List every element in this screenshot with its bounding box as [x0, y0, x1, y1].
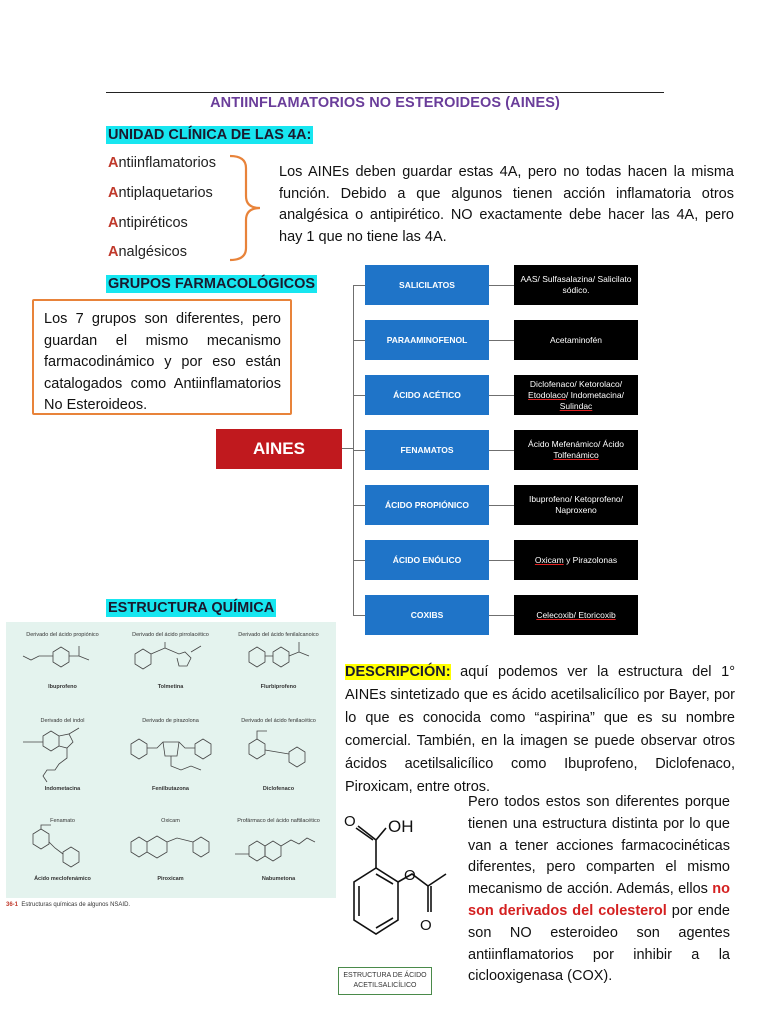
aspirin-oh-label: OH: [388, 817, 414, 836]
comparison-paragraph: [468, 792, 730, 988]
drug-node: [514, 430, 638, 470]
chem-cell-name: Tolmetina: [157, 684, 184, 690]
chem-cell-name: Ibuprofeno: [48, 684, 77, 690]
quad-item: [108, 155, 216, 171]
meclofenamic-acid-structure: [13, 824, 113, 874]
tree-link: [489, 340, 514, 341]
group-node: ÁCIDO ENÓLICO: [365, 540, 489, 580]
chem-cell-title: Derivado de pirazolona: [142, 718, 199, 724]
aspirin-structure: [340, 812, 460, 964]
tolmetin-structure: [121, 638, 221, 682]
chem-cell-name: Diclofenaco: [262, 786, 295, 792]
piroxicam-structure: [121, 824, 221, 874]
curly-brace: [226, 152, 266, 264]
descripcion-paragraph: [345, 661, 735, 799]
tree-branch: [353, 285, 365, 286]
chem-cell-title: Profármaco del ácido naftilacético: [237, 818, 320, 824]
tree-branch: [353, 505, 365, 506]
ibuprofen-structure: [13, 638, 113, 682]
quad-rest: ntiinflamatorios: [118, 155, 216, 171]
figure-caption-text: Estructuras químicas de algunos NSAID.: [21, 902, 131, 908]
grupos-note-box: Los 7 grupos son diferentes, pero guardan el mismo mecanismo farmacodinámico y por eso están catalogados como Antiinflamatorios No Esteroideos.: [32, 299, 292, 415]
group-node: SALICILATOS: [365, 265, 489, 305]
descripcion-text: aquí podemos ver la estructura del 1° AINEs sintetizado que es ácido acetilsalicílico por Bayer, por lo que es conocida como “aspirina” que es su nombre comercial. También, en la imagen se puede observar otros ácidos acetilsalicílico como Ibuprofeno, Diclofenaco, Piroxicam, entre otros.: [345, 664, 735, 795]
svg-text:O: O: [404, 867, 416, 884]
tree-branch: [353, 395, 365, 396]
unidad-description: Los AINEs deben guardar estas 4A, pero no todas hacen la misma función. Debido a que algunos tienen acción inflamatoria otros analgésica o antipirético. NO exactamente debe hacer las 4A, pero hay 1 que no tiene las 4A.: [279, 164, 734, 245]
grupos-heading: [106, 275, 317, 293]
quad-initial: A: [108, 185, 119, 201]
page-title: ANTIINFLAMATORIOS NO ESTEROIDEOS (AINES): [210, 95, 560, 111]
indomethacin-structure: [13, 724, 113, 784]
drug-node: [514, 375, 638, 415]
nabumetone-structure: [229, 824, 329, 874]
tree-branch: [353, 615, 365, 616]
chem-cell-title: Fenamato: [50, 818, 75, 824]
drug-text-flagged: Tolfenámico: [553, 450, 599, 460]
chem-cell: [226, 718, 331, 792]
quad-initial: A: [108, 215, 119, 231]
tree-link: [489, 395, 514, 396]
quad-rest: ntiplaquetarios: [118, 185, 213, 201]
drug-text: Diclofenaco/ Ketorolaco/: [529, 378, 623, 389]
chem-cell: [226, 818, 331, 882]
chem-cell-title: Derivado del ácido fenilacético: [241, 718, 316, 724]
drug-text: Acetaminofén: [550, 334, 602, 345]
drug-text: AAS/ Sulfasalazina/ Salicilato sódico.: [520, 274, 632, 295]
chem-cell: [118, 818, 223, 882]
drug-node: [514, 540, 638, 580]
drug-list: [518, 274, 634, 296]
quad-initial: A: [108, 155, 119, 171]
tree-branch: [353, 450, 365, 451]
unidad-heading-text: UNIDAD CLÍNICA DE LAS 4A:: [108, 127, 312, 143]
group-node: COXIBS: [365, 595, 489, 635]
chem-cell-title: Derivado del ácido fenilalcanoico: [238, 632, 319, 638]
phenylbutazone-structure: [121, 724, 221, 784]
figure-caption: [6, 902, 130, 908]
drug-text: / Indometacina/: [565, 389, 624, 400]
estructura-heading-text: ESTRUCTURA QUÍMICA: [108, 600, 275, 616]
comparison-emphasis: no son derivados del colesterol: [468, 881, 730, 919]
flurbiprofen-structure: [229, 638, 329, 682]
chem-cell: [10, 818, 115, 882]
drug-list: [518, 379, 634, 412]
group-node: PARAAMINOFENOL: [365, 320, 489, 360]
tree-link: [489, 560, 514, 561]
diclofenac-structure: [229, 724, 329, 784]
tree-link: [489, 505, 514, 506]
drug-list: [536, 610, 615, 621]
chem-cell-name: Ácido meclofenámico: [34, 876, 91, 882]
quad-item: [108, 215, 188, 231]
chem-cell-name: Fenilbutazona: [152, 786, 189, 792]
chem-cell: [10, 718, 115, 792]
chem-cell-title: Derivado del ácido propiónico: [26, 632, 99, 638]
drug-node: [514, 485, 638, 525]
quad-rest: nalgésicos: [118, 244, 187, 260]
chem-cell: [118, 632, 223, 690]
tree-branch: [353, 560, 365, 561]
drug-list: [550, 335, 602, 346]
tree-link: [489, 615, 514, 616]
comparison-text-end: por ende son NO esteroideo son agentes antiinflamatorios por inhibir a la ciclooxigenasa (COX).: [468, 902, 730, 985]
tree-link: [489, 285, 514, 286]
group-node: ÁCIDO PROPIÓNICO: [365, 485, 489, 525]
unidad-heading: [106, 126, 313, 144]
figure-number: 36-1: [6, 902, 19, 908]
title-rule: [106, 92, 664, 93]
group-node: ÁCIDO ACÉTICO: [365, 375, 489, 415]
drug-node: [514, 265, 638, 305]
comparison-text: Pero todos estos son diferentes porque tienen una estructura distinta por lo que van a tener acciones farmacocinéticas diferentes, pero comparten el mismo mecanismo de acción. Además, ellos: [468, 794, 730, 898]
chem-cell-name: Piroxicam: [157, 876, 184, 882]
chem-cell-title: Derivado del indol: [40, 718, 85, 724]
drug-text: y Pirazolonas: [563, 554, 618, 565]
drug-text-flagged: Etodolaco: [528, 389, 566, 400]
chemical-structures-figure: [6, 622, 336, 898]
drug-list: [518, 494, 634, 516]
chem-cell-name: Indometacina: [44, 786, 81, 792]
drug-text: Ácido Mefenámico/ Ácido: [528, 439, 624, 449]
quad-item: [108, 244, 187, 260]
tree-branch: [353, 340, 365, 341]
chem-cell-name: Nabumetona: [261, 876, 296, 882]
tree-link: [489, 450, 514, 451]
chem-cell-title: Derivado del ácido pirrolacético: [132, 632, 209, 638]
drug-text-flagged: Sulindac: [559, 400, 593, 411]
quad-item: [108, 185, 213, 201]
chem-cell: [226, 632, 331, 690]
estructura-heading: [106, 599, 276, 617]
drug-node: [514, 320, 638, 360]
descripcion-label: DESCRIPCIÓN:: [345, 664, 451, 680]
chem-cell-title: Oxicam: [161, 818, 180, 824]
chem-cell: [10, 632, 115, 690]
aspirin-structure-label: ESTRUCTURA DE ÁCIDO ACETILSALICÍLICO: [338, 967, 432, 995]
drug-node: [514, 595, 638, 635]
chem-cell-name: Flurbiprofeno: [260, 684, 297, 690]
drug-text: Ibuprofeno/ Ketoprofeno/ Naproxeno: [528, 494, 624, 515]
quad-rest: ntipiréticos: [118, 215, 188, 231]
drug-list: [518, 439, 634, 461]
quad-initial: A: [108, 244, 119, 260]
svg-text:O: O: [344, 813, 356, 830]
drug-text-flagged: Celecoxib/ Etoricoxib: [536, 609, 616, 620]
drug-list: [535, 555, 617, 566]
drug-text-flagged: Oxicam: [534, 554, 564, 565]
grupos-heading-text: GRUPOS FARMACOLÓGICOS: [108, 276, 316, 292]
aines-root-node: AINES: [216, 429, 342, 469]
group-node: FENAMATOS: [365, 430, 489, 470]
svg-text:O: O: [420, 917, 432, 934]
chem-cell: [118, 718, 223, 792]
